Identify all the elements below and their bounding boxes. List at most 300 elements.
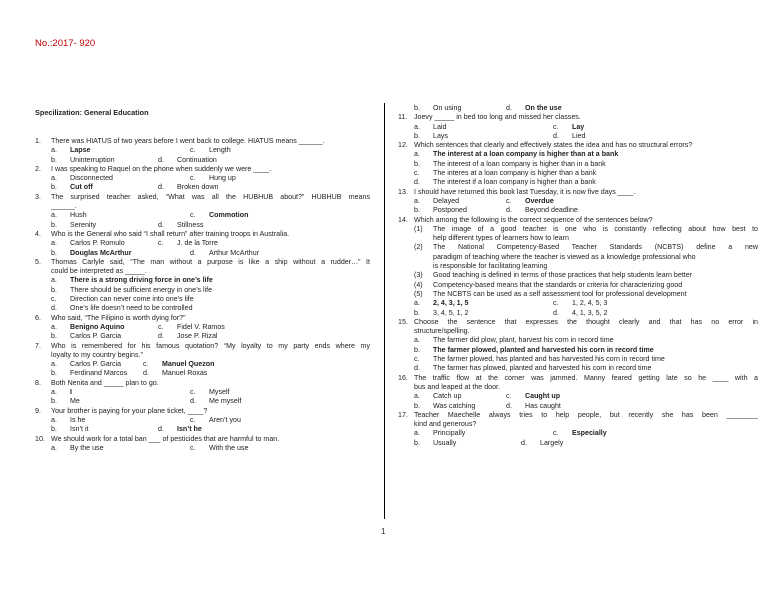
option-text: Carlos P. Garcia [70,360,122,369]
option-item [414,299,469,308]
option-answer-correct: Isn’t he [177,425,202,434]
question-text: Your brother is paying for your plane ticket, ____? [51,406,208,415]
option-answer-correct: The farmer plowed, planted and harvested his corn in record time [433,345,654,354]
option-answer-correct: Lay [572,122,585,131]
option-letter: d. [506,401,512,410]
question-line [35,193,370,202]
option-row [398,169,758,178]
question-line [35,165,370,174]
question-number: 9. [35,406,41,415]
option-letter: b. [414,159,420,168]
option-item [51,249,131,258]
option-text: The image of a good teacher is one who is constantly reflecting about how best to [433,224,758,233]
option-text: Competency-based means that the standards or criteria for characterizing good [433,280,683,289]
continuation-line [398,234,758,243]
option-row [35,295,370,304]
option-letter: a. [51,211,57,220]
option-row [398,346,758,355]
option-row [35,211,370,220]
option-item [414,364,758,373]
question-text: There was HIATUS of two years before I went back to college. HIATUS means ______. [51,137,325,145]
option-text: The NCBTS can be used as a self assessment tool for professional development [433,289,687,298]
option-item [414,290,758,299]
option-row [35,369,370,378]
option-text: Me myself [209,397,242,406]
option-item [158,332,217,341]
option-text: The farmer plowed, has planted and has harvested his corn in record time [433,355,665,364]
continuation-text: ______. [51,202,77,211]
option-item [553,123,584,132]
option-item [414,243,758,252]
option-row [35,183,370,192]
option-item [51,397,80,406]
continuation-line [398,420,758,429]
option-letter: a. [51,443,57,452]
option-letter: d. [158,425,164,434]
question-text: Joevy _____ in bed too long and missed her classes. [414,113,581,122]
option-row [398,281,758,290]
option-letter: c. [553,429,559,438]
option-item [51,425,89,434]
option-item [414,355,758,364]
question-number: 4. [35,229,41,238]
option-item [51,156,115,165]
option-item [51,183,93,192]
option-item [51,369,127,378]
option-letter: d. [158,183,164,192]
option-answer-correct: 2, 4, 3, 1, 5 [433,299,469,308]
option-row [398,336,758,345]
option-letter: c. [506,392,512,401]
question-text: Thomas Carlyle said, “The man without a purpose is like a ship without a rudder…” It [51,257,370,266]
column-divider [384,103,385,519]
option-item [51,323,125,332]
option-text: Largely [540,438,564,447]
option-text: Beyond deadline [525,206,578,215]
option-item [414,271,758,280]
option-text: The farmer did plow, plant, harvest his corn in record time [433,336,614,345]
option-item [506,206,578,215]
option-row [398,150,758,159]
option-letter: b. [51,285,57,294]
option-letter: d. [521,438,527,447]
option-answer-correct: The interest at a loan company is higher than at a bank [433,150,619,159]
option-letter: a. [414,299,420,308]
option-item [414,429,465,438]
option-row [35,397,370,406]
question-line [35,379,370,388]
option-text: 4, 1, 3, 5, 2 [572,308,608,317]
option-item [143,360,214,369]
option-row [35,388,370,397]
option-text: The interest if a loan company is higher than a bank [433,178,596,187]
option-text: Was catching [433,401,476,410]
question-line [398,216,758,225]
option-row [398,243,758,252]
option-letter: a. [51,322,57,331]
option-text: Is he [70,415,86,424]
option-letter: (5) [414,289,423,298]
option-item [414,392,461,401]
option-item [51,332,121,341]
option-item [51,146,91,155]
question-line [35,314,370,323]
option-letter: a. [414,392,420,401]
option-text: Carlos P. Romulo [70,239,125,248]
option-item [414,346,758,355]
option-item [414,150,758,159]
option-answer-correct: Lapse [70,146,91,155]
option-row [35,239,370,248]
option-row [35,156,370,165]
question-text: The traffic flow at the corner was jammed. Manny feared getting late so he ____ with a [414,373,758,382]
option-item [190,146,231,155]
option-letter: c. [190,388,196,397]
option-letter: d. [506,104,512,112]
question-line [35,342,370,351]
question-text: I should have returned this book last Tuesday, it is now five days ____. [414,187,636,196]
option-row [35,146,370,155]
option-text: One’s life doesn’t need to be controlled [70,304,193,313]
option-letter: a. [414,429,420,438]
option-letter: c. [553,122,559,131]
continuation-text: kind and generous? [414,420,477,429]
option-letter: c. [158,239,164,248]
option-item [51,295,370,304]
option-text: 3, 4, 5, 1, 2 [433,308,469,317]
option-letter: c. [190,211,196,220]
continuation-line [398,262,758,271]
option-letter: b. [414,345,420,354]
question-number: 11. [398,113,408,122]
option-answer-correct: Overdue [525,196,554,205]
option-text: J. de la Torre [177,239,218,248]
option-item [51,239,125,248]
continuation-text: help different types of learners how to learn [433,234,569,243]
option-letter: d. [158,155,164,164]
question-number: 17. [398,410,408,419]
continuation-line [398,383,758,392]
question-line [398,411,758,420]
option-row [35,286,370,295]
option-text: Laid [433,122,447,131]
option-item [506,392,560,401]
right-column [398,104,758,448]
option-item [51,276,370,285]
question-line [35,435,370,444]
option-letter: b. [51,155,57,164]
option-text: Isn’t it [70,425,89,434]
question-text: Teacher Maechelle always tries to help people, but recently she has been ________ [414,410,758,419]
option-item [143,369,207,378]
option-letter: (4) [414,280,423,289]
option-item [553,299,608,308]
option-letter: d. [414,178,420,187]
question-text: Who is the General who said “I shall return” after training troops in Australia. [51,229,290,238]
option-letter: a. [51,360,57,369]
option-item [51,444,104,453]
continuation-text: bus and leaped at the door. [414,382,500,391]
option-row [398,123,758,132]
option-item [51,304,370,313]
question-number: 10. [35,434,45,443]
option-row [398,225,758,234]
option-item [51,174,113,183]
option-letter: b. [51,220,57,229]
option-letter: (1) [414,224,423,233]
option-letter: b. [51,369,57,378]
option-text: Postponed [433,206,467,215]
option-text: Disconnected [70,174,113,183]
option-letter: a. [51,146,57,155]
option-text: There should be sufficient energy in one’s life [70,285,213,294]
option-row [35,304,370,313]
option-item [521,439,563,448]
option-row [35,332,370,341]
question-text: Choose the sentence that expresses the thought clearly and that has no error in [414,317,758,326]
option-letter: d. [190,397,196,406]
option-text: Lays [433,131,448,140]
option-item [51,388,72,397]
option-item [414,402,475,411]
option-row [398,355,758,364]
option-item [51,416,85,425]
option-letter: c. [506,196,512,205]
option-item [51,221,96,230]
question-number: 3. [35,192,41,201]
option-text: Carlos P. Garcia [70,332,122,341]
option-text: Me [70,397,80,406]
option-text: The National Competency-Based Teacher Standards (NCBTS) define a new [433,243,758,252]
option-answer-correct: Especially [572,429,607,438]
option-letter: d. [190,248,196,257]
option-text: Fidel V. Ramos [177,322,225,331]
option-row [398,178,758,187]
question-text: Who is remembered for his famous quotation? “My loyalty to my party ends where my [51,341,370,350]
option-text: Manuel Roxas [162,369,208,378]
option-text: Length [209,146,231,155]
question-text: The surprised teacher asked, “What was all the HUBHUB about?” HUBHUB means [51,192,370,201]
option-item [414,178,758,187]
option-letter: c. [190,443,196,452]
option-item [158,221,203,230]
option-item [414,309,469,318]
option-row [35,425,370,434]
option-answer-correct: Commotion [209,211,249,220]
option-item [414,206,467,215]
question-text: Who said, “The Filipino is worth dying for?” [51,313,186,322]
option-text: The interes at a loan company is higher than a bank [433,169,597,178]
option-item [190,388,230,397]
option-letter: b. [51,397,57,406]
option-letter: c. [143,360,149,369]
option-answer-correct: On the use [525,104,562,112]
option-row [398,160,758,169]
option-text: Principally [433,429,466,438]
option-item [51,286,370,295]
option-letter: b. [414,401,420,410]
option-item [553,309,608,318]
option-letter: a. [51,239,57,248]
option-answer-correct: Manuel Quezon [162,360,215,369]
continuation-text: could be interpreted as _____. [51,267,147,276]
option-letter: a. [51,388,57,397]
option-letter: b. [51,248,57,257]
option-letter: c. [190,415,196,424]
question-line [398,188,758,197]
question-number: 5. [35,257,41,266]
option-letter: d. [506,206,512,215]
continuation-text: paradigm of teaching where the teacher is viewed as a knowledge professional who [433,252,696,261]
option-answer-correct: There is a strong driving force in one’s life [70,276,213,285]
option-text: Delayed [433,196,460,205]
option-row [398,290,758,299]
question-number: 15. [398,317,408,326]
question-line [398,141,758,150]
option-item [158,425,202,434]
option-item [190,444,248,453]
option-row [398,392,758,401]
option-text: Lied [572,131,586,140]
option-item [51,211,87,220]
option-text: Stillness [177,220,204,229]
left-column [35,137,370,453]
option-answer-correct: Benigno Aquino [70,322,125,331]
option-row [398,197,758,206]
option-item [414,169,758,178]
option-letter: d. [553,131,559,140]
option-row [398,206,758,215]
option-text: Jose P. Rizal [177,332,218,341]
continuation-line [398,253,758,262]
option-letter: b. [414,104,420,112]
option-item [158,183,218,192]
option-text: Uninterruption [70,155,115,164]
option-letter: b. [51,332,57,341]
option-item [506,104,562,113]
option-letter: b. [51,425,57,434]
question-line [35,258,370,267]
option-row [398,364,758,373]
option-text: Hung up [209,174,236,183]
option-item [190,416,241,425]
option-item [190,249,259,258]
option-text: Continuation [177,155,217,164]
specialization-heading: Specilization: General Education [35,108,149,117]
option-item [414,439,456,448]
option-letter: c. [190,174,196,183]
question-line [35,407,370,416]
option-answer-correct: Douglas McArthur [70,248,132,257]
option-letter: (2) [414,243,423,252]
option-text: On using [433,104,462,112]
option-text: Catch up [433,392,462,401]
question-number: 7. [35,341,41,350]
option-letter: d. [158,220,164,229]
option-answer-correct: Caught up [525,392,561,401]
option-row [35,360,370,369]
option-item [414,197,459,206]
option-row [398,429,758,438]
question-line [398,113,758,122]
option-letter: (3) [414,271,423,280]
question-number: 2. [35,164,41,173]
option-text: By the use [70,443,104,452]
option-text: The farmer has plowed, planted and harvested his corn in record time [433,364,652,373]
option-text: Broken down [177,183,219,192]
option-text: Myself [209,388,230,397]
option-row [35,416,370,425]
option-text: Hush [70,211,87,220]
option-letter: b. [414,131,420,140]
continuation-line [35,351,370,360]
question-line [35,137,370,146]
option-row [398,309,758,318]
continuation-text: is responsible for facilitating learning [433,262,548,271]
question-number: 1. [35,137,41,145]
question-text: Which sentences that clearly and effectively states the idea and has no structural errors? [414,141,693,150]
option-text: Arthur McArthur [209,248,260,257]
option-row [398,104,758,113]
option-letter: d. [158,332,164,341]
question-number: 8. [35,378,41,387]
option-row [35,249,370,258]
option-letter: b. [51,183,57,192]
question-text: Both Nenita and _____ plan to go. [51,378,159,387]
option-item [414,281,758,290]
option-letter: b. [414,206,420,215]
option-item [506,402,561,411]
option-row [398,299,758,308]
option-item [51,360,121,369]
continuation-line [398,327,758,336]
option-text: Has caught [525,401,561,410]
option-item [553,132,585,141]
option-letter: d. [51,304,57,313]
option-item [553,429,607,438]
document-number: No.:2017- 920 [35,38,96,49]
option-text: With the use [209,443,249,452]
option-answer-correct: I [70,388,72,397]
option-text: 1, 2, 4, 5, 3 [572,299,608,308]
continuation-text: structure/spelling. [414,327,470,336]
question-line [398,318,758,327]
option-item [414,160,758,169]
option-text: Direction can never come into one’s life [70,295,194,304]
option-letter: b. [414,438,420,447]
option-letter: a. [51,276,57,285]
continuation-line [35,202,370,211]
continuation-text: loyalty to my country begins.” [51,350,143,359]
question-line [398,374,758,383]
option-letter: a. [414,196,420,205]
option-item [506,197,554,206]
option-letter: c. [51,295,57,304]
option-item [158,323,225,332]
option-item [190,211,248,220]
option-row [35,221,370,230]
option-text: Usually [433,438,457,447]
continuation-line [35,267,370,276]
option-letter: c. [414,355,420,364]
option-row [398,439,758,448]
option-row [35,444,370,453]
question-text: Which among the following is the correct sequence of the sentences below? [414,215,653,224]
option-item [158,239,218,248]
question-number: 16. [398,373,408,382]
option-item [414,225,758,234]
option-text: Serenity [70,220,97,229]
